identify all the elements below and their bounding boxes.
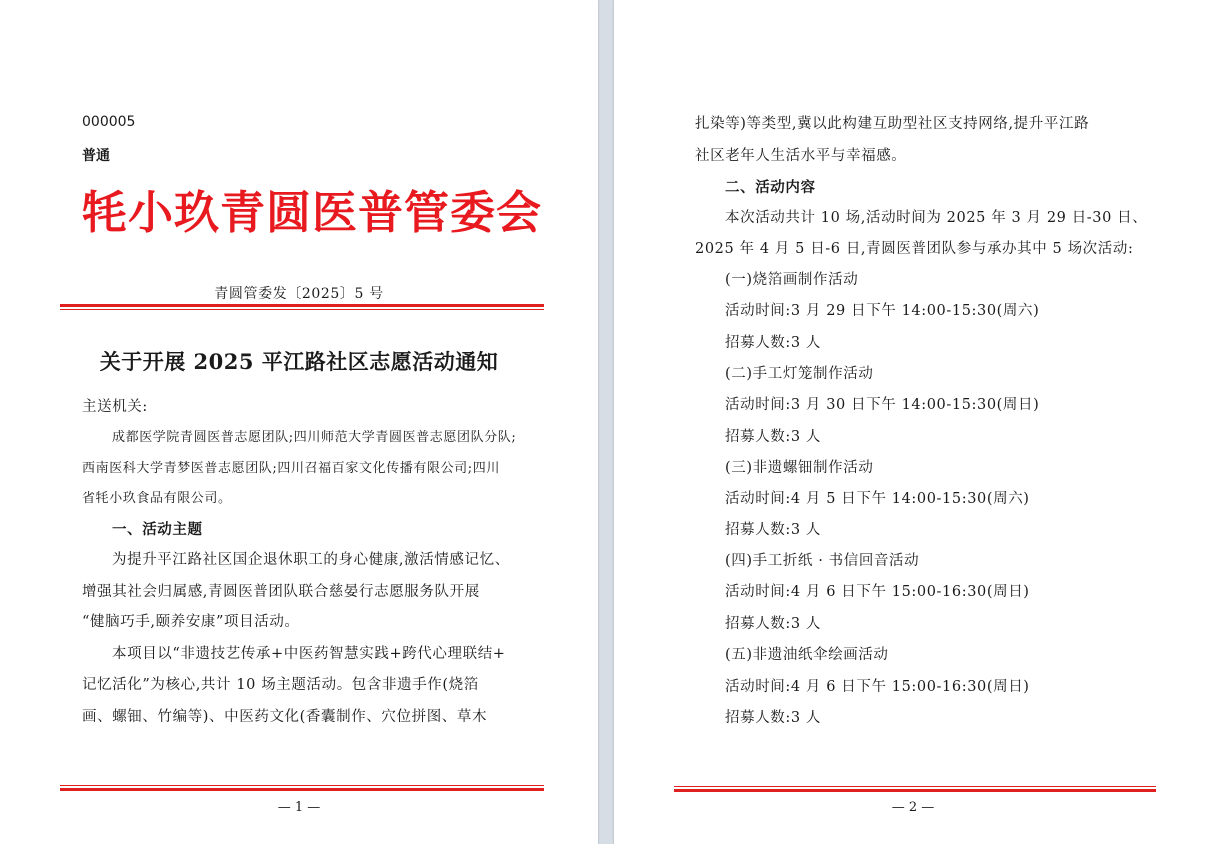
- doc-number: 000005: [82, 114, 136, 130]
- paragraph-line: 记忆活化”为核心,共计 10 场主题活动。包含非遗手作(烧箔: [82, 677, 479, 693]
- page-number: — 1 —: [277, 800, 321, 815]
- activity-count: 招募人数:3 人: [725, 616, 822, 632]
- activity-time: 活动时间:3 月 30 日下午 14:00-15:30(周日): [725, 397, 1040, 413]
- issuing-org-title: 牦小玖青圆医普管委会: [82, 186, 543, 239]
- paragraph-line: 扎染等)等类型,冀以此构建互助型社区支持网络,提升平江路: [695, 116, 1090, 132]
- paragraph-line: 增强其社会归属感,青圆医普团队联合慈晏行志愿服务队开展: [82, 584, 480, 600]
- recipients-label: 主送机关:: [82, 399, 148, 415]
- activity-name: (四)手工折纸 · 书信回音活动: [725, 553, 920, 569]
- activity-time: 活动时间:4 月 5 日下午 14:00-15:30(周六): [725, 491, 1030, 507]
- footer-red-rule-thin: [60, 785, 544, 786]
- header-red-rule-thin: [60, 309, 544, 310]
- recipients-line: 成都医学院青圆医普志愿团队;四川师范大学青圆医普志愿团队分队;: [112, 430, 517, 445]
- recipients-line: 省牦小玖食品有限公司。: [82, 491, 232, 506]
- header-red-rule: [60, 304, 544, 307]
- activity-time: 活动时间:4 月 6 日下午 15:00-16:30(周日): [725, 584, 1030, 600]
- section-2-heading: 二、活动内容: [725, 180, 816, 196]
- document-page-2: [614, 0, 1212, 844]
- section-1-heading: 一、活动主题: [112, 522, 203, 538]
- priority-label: 普通: [82, 148, 110, 164]
- paragraph-line: 2025 年 4 月 5 日-6 日,青圆医普团队参与承办其中 5 场次活动:: [695, 241, 1134, 257]
- recipients-line: 西南医科大学青梦医普志愿团队;四川召福百家文化传播有限公司;四川: [82, 461, 500, 476]
- activity-time: 活动时间:4 月 6 日下午 15:00-16:30(周日): [725, 679, 1030, 695]
- paragraph-line: 社区老年人生活水平与幸福感。: [695, 148, 907, 164]
- document-page-1: [0, 0, 598, 844]
- activity-name: (二)手工灯笼制作活动: [725, 366, 874, 382]
- document-title: 关于开展 2025 平江路社区志愿活动通知: [99, 349, 499, 374]
- paragraph-line: 本次活动共计 10 场,活动时间为 2025 年 3 月 29 日-30 日、: [725, 210, 1148, 226]
- footer-red-rule: [674, 789, 1156, 792]
- page-number: — 2 —: [891, 800, 935, 815]
- activity-count: 招募人数:3 人: [725, 710, 822, 726]
- footer-red-rule-thin: [674, 786, 1156, 787]
- activity-name: (一)烧箔画制作活动: [725, 272, 859, 288]
- issue-number: 青圆管委发〔2025〕5 号: [214, 286, 384, 302]
- activity-name: (三)非遗螺钿制作活动: [725, 460, 874, 476]
- activity-time: 活动时间:3 月 29 日下午 14:00-15:30(周六): [725, 303, 1040, 319]
- paragraph-line: 画、螺钿、竹编等)、中医药文化(香囊制作、穴位拼图、草木: [82, 709, 488, 725]
- activity-count: 招募人数:3 人: [725, 429, 822, 445]
- paragraph-line: 本项目以“非遗技艺传承+中医药智慧实践+跨代心理联结+: [112, 646, 506, 662]
- activity-name: (五)非遗油纸伞绘画活动: [725, 647, 889, 663]
- footer-red-rule: [60, 788, 544, 791]
- paragraph-line: 为提升平江路社区国企退休职工的身心健康,激活情感记忆、: [112, 552, 510, 568]
- activity-count: 招募人数:3 人: [725, 335, 822, 351]
- activity-count: 招募人数:3 人: [725, 522, 822, 538]
- paragraph-line: “健脑巧手,颐养安康”项目活动。: [82, 614, 300, 630]
